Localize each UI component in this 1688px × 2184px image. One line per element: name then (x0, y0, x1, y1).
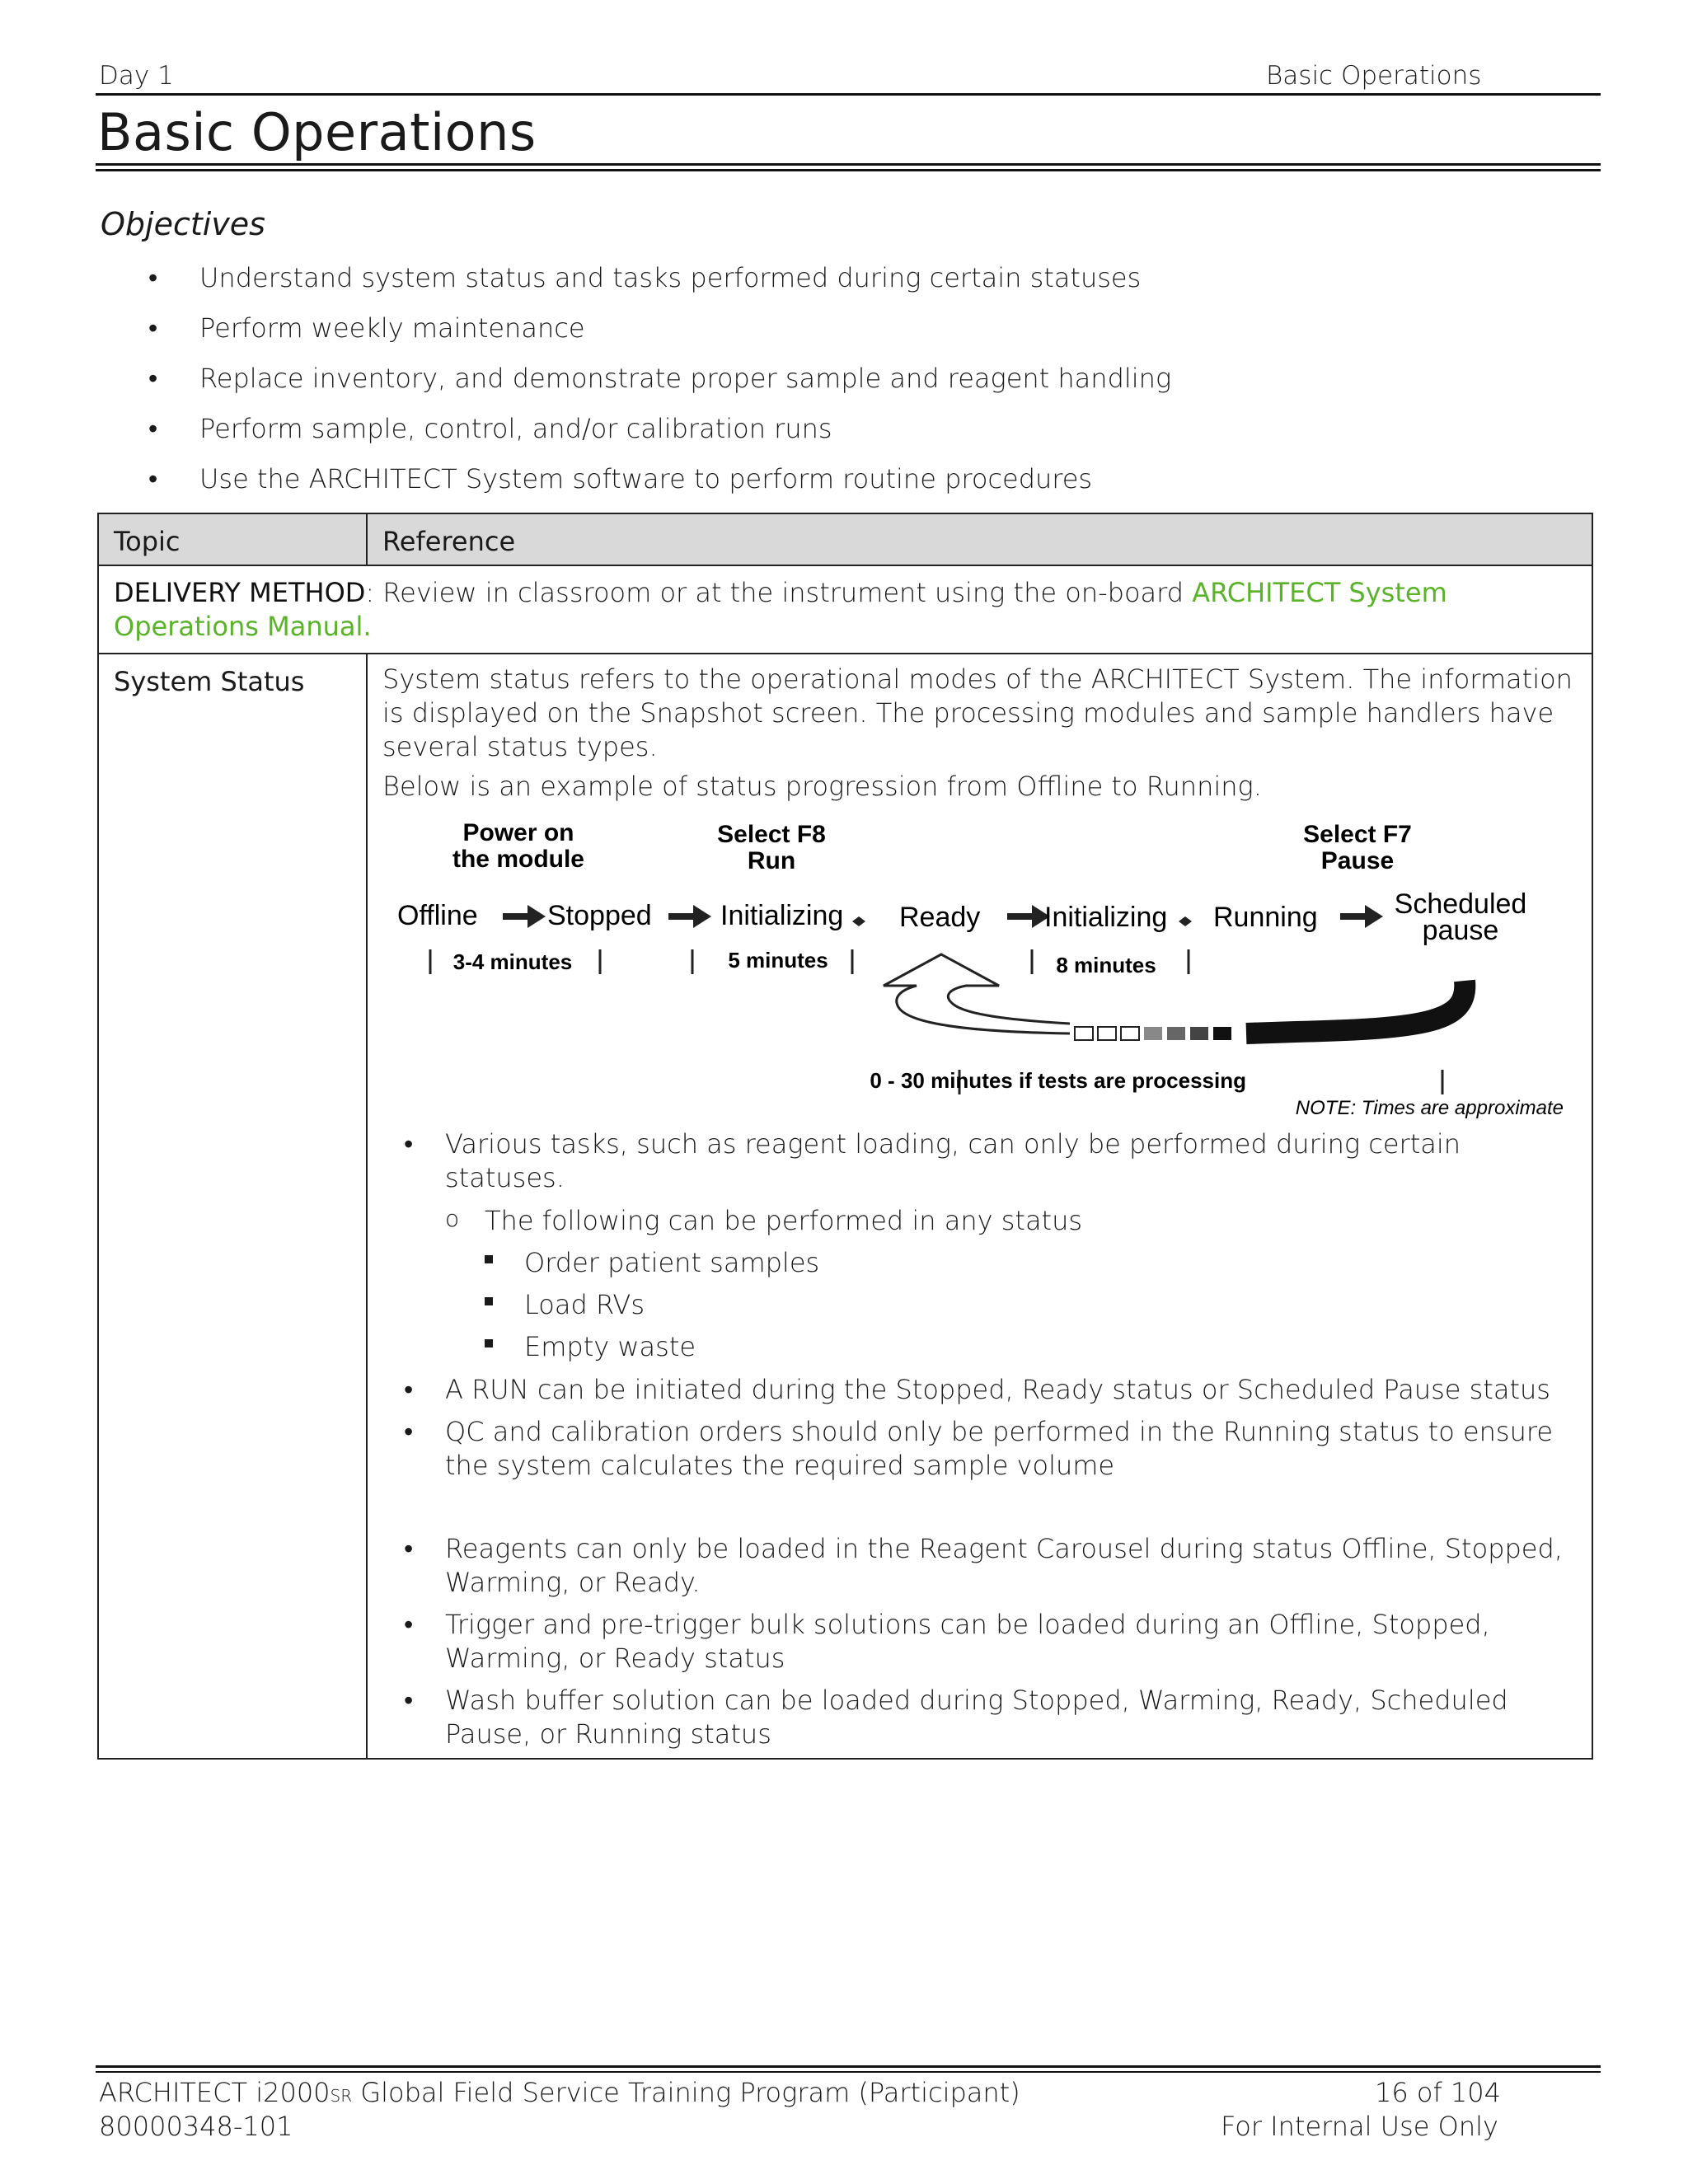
reference-table: Topic Reference DELIVERY METHOD: Review in classroom or at the instrument using the on-board ARCHITECT System Operations Manual. System Status System status refers to the operational modes of the ARCHITECT System. The information is displayed on the Snapshot screen. The processing modules and sample handlers have several status types. Below is an example of status progression from Offline to Running. • Various tasks, such as reagent loading, can only be performed during certain statuses. o The following can be performed in any status Order patient samples Load RVs Empty waste • A RUN can be initiated during the Stopped, Ready status or Scheduled Pause status • QC and calibration orders should only be performed in the Running status to ensure the system calculates the required sample volume • Reagents can only be loaded in the Reagent Carousel during status Offline, Stopped, Warming, or Ready. • Trigger and pre-trigger bulk solutions can be loaded during an Offline, Stopped, Warming, or Ready status • Wash buffer solution can be loaded during Stopped, Warming, Ready, Scheduled Pause, or Running status (97, 513, 1593, 1760)
running-header-left: Day 1 (99, 61, 174, 91)
column-divider (366, 654, 368, 1760)
duration-3-4-minutes: 3-4 minutes (452, 949, 573, 974)
footer-doc-number: 80000348-101 (99, 2111, 293, 2142)
diamond-icon (1179, 916, 1192, 926)
status-example-text: Below is an example of status progression from Offline to Running. (382, 771, 1262, 802)
duration-5-minutes: 5 minutes (728, 948, 828, 972)
column-header-reference: Reference (382, 526, 516, 557)
status-initializing-2: Initializing (1044, 902, 1168, 933)
footer-rule-top (96, 2065, 1601, 2068)
power-on-label-2: the module (452, 846, 585, 873)
arrow-right-icon (1340, 905, 1383, 928)
status-stopped: Stopped (547, 900, 652, 931)
column-header-topic: Topic (114, 526, 181, 557)
power-on-label-1: Power on (462, 819, 574, 846)
system-status-intro: System status refers to the operational modes of the ARCHITECT System. The information is displayed on the Snapshot screen. The processing modules and sample handlers have several status types. (382, 663, 1573, 762)
status-running: Running (1213, 902, 1318, 933)
objectives-heading: Objectives (101, 206, 265, 242)
select-f7-label-1: Select F7 (1303, 821, 1412, 848)
operations-manual-link[interactable]: ARCHITECT System Operations Manual. (114, 577, 1447, 642)
delivery-method-label: DELIVERY METHOD (114, 577, 366, 608)
footer-rule-bottom (96, 2071, 1601, 2073)
arrow-right-icon (668, 905, 711, 928)
return-arrow-icon (884, 954, 1070, 1033)
footer-classification: For Internal Use Only (1221, 2111, 1498, 2142)
status-progression-diagram (389, 816, 1576, 1121)
footer-page-number: 16 of 104 (1375, 2077, 1501, 2108)
header-rule (96, 93, 1601, 96)
status-offline: Offline (397, 900, 478, 931)
return-arrow-tail (1246, 981, 1465, 1033)
footer-program-title: ARCHITECT i2000SR Global Field Service Training Program (Participant) (99, 2077, 1020, 2108)
delivery-method-row (99, 566, 1592, 654)
column-divider (366, 514, 368, 566)
title-rule-top (96, 163, 1601, 166)
status-scheduled-pause-2: pause (1422, 915, 1499, 946)
duration-8-minutes: 8 minutes (1056, 953, 1156, 977)
times-note: NOTE: Times are approximate (1295, 1097, 1564, 1119)
delivery-method-text: DELIVERY METHOD: Review in classroom or at the instrument using the on-board ARCHITECT System Operations Manual. (114, 577, 1447, 642)
page-title: Basic Operations (97, 102, 537, 162)
running-header-right: Basic Operations (1266, 61, 1482, 91)
topic-system-status: System Status (114, 666, 305, 697)
select-f7-label-2: Pause (1320, 847, 1395, 874)
duration-0-30-minutes: 0 - 30 minutes if tests are processing (870, 1068, 1246, 1093)
select-f8-label-1: Select F8 (717, 821, 826, 848)
diamond-icon (852, 916, 865, 926)
status-scheduled-pause-1: Scheduled (1394, 888, 1527, 920)
table-header-row (99, 514, 1592, 566)
title-rule-bottom (96, 169, 1601, 171)
arrow-right-icon (503, 905, 546, 928)
status-ready: Ready (899, 902, 981, 933)
status-initializing-1: Initializing (720, 900, 844, 931)
select-f8-label-2: Run (747, 847, 796, 874)
